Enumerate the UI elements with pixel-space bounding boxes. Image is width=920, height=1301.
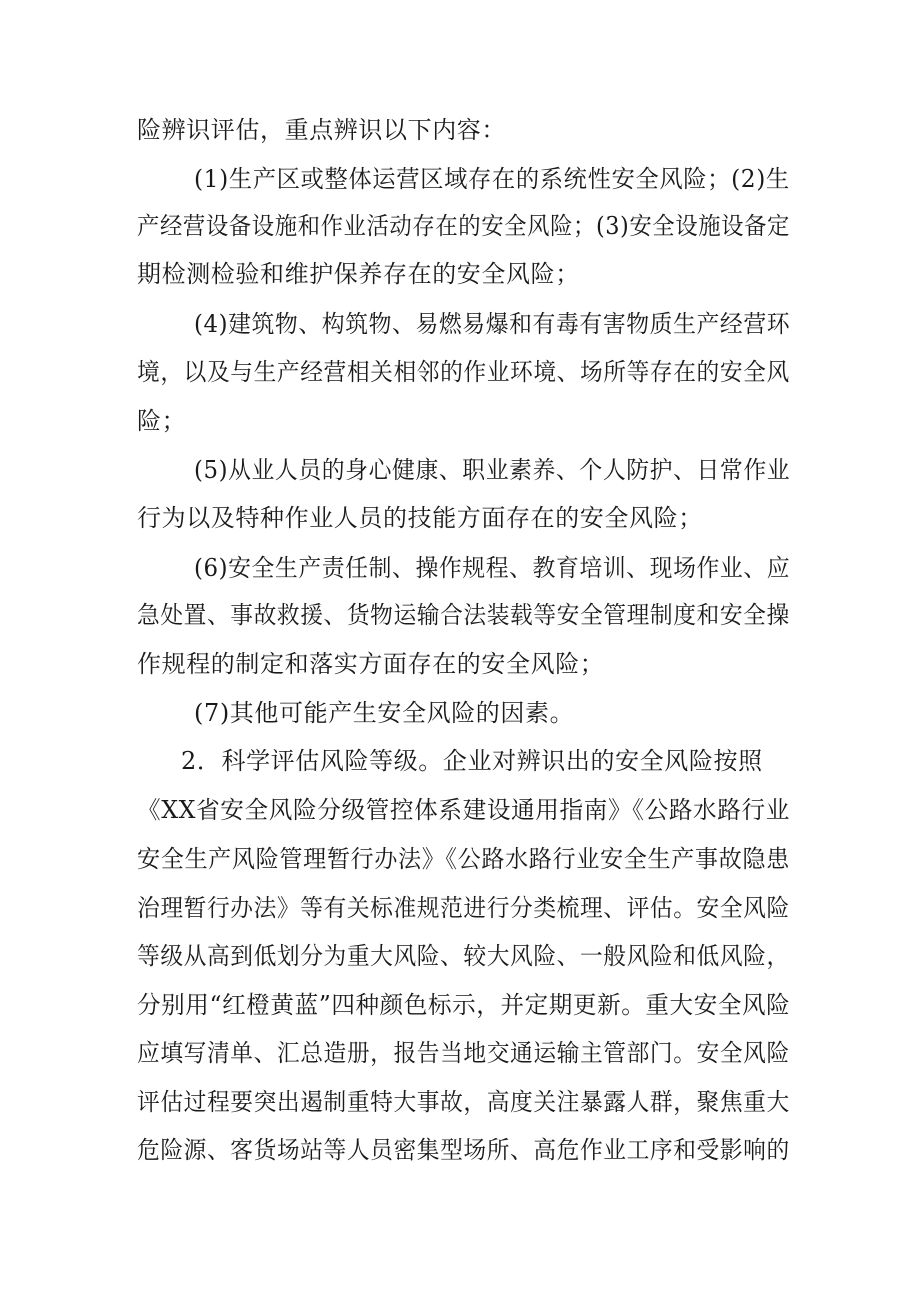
text-line-20: 应填写清单、汇总造册，报告当地交通运输主管部门。安全风险 — [137, 1039, 790, 1067]
text-line-9: 行为以及特种作业人员的技能方面存在的安全风险； — [137, 504, 703, 532]
text-line-5: (4)建筑物、构筑物、易燃易爆和有毒有害物质生产经营环 — [194, 310, 791, 338]
text-line-12: 作规程的制定和落实方面存在的安全风险； — [137, 650, 605, 678]
text-line-19: 分别用“红橙黄蓝”四种颜色标示，并定期更新。重大安全风险 — [137, 991, 791, 1019]
text-line-4: 期检测检验和维护保养存在的安全风险； — [137, 260, 580, 288]
text-line-18: 等级从高到低划分为重大风险、较大风险、一般风险和低风险， — [137, 942, 790, 970]
text-line-11: 急处置、事故救援、货物运输合法装载等安全管理制度和安全操 — [137, 601, 790, 629]
text-line-15: 《XX省安全风险分级管控体系建设通用指南》《公路水路行业 — [137, 796, 790, 824]
text-line-7: 险； — [137, 407, 187, 435]
text-line-6: 境，以及与生产经营相关相邻的作业环境、场所等存在的安全风 — [137, 358, 790, 386]
text-line-1: 险辨识评估，重点辨识以下内容： — [137, 116, 506, 144]
text-line-22: 危险源、客货场站等人员密集型场所、高危作业工序和受影响的 — [137, 1136, 790, 1164]
text-line-14: 2．科学评估风险等级。企业对辨识出的安全风险按照 — [181, 747, 763, 775]
text-line-2: (1)生产区或整体运营区域存在的系统性安全风险；(2)生 — [194, 165, 790, 193]
text-line-3: 产经营设备设施和作业活动存在的安全风险；(3)安全设施设备定 — [137, 212, 790, 240]
text-line-13: (7)其他可能产生安全风险的因素。 — [194, 699, 575, 727]
text-line-16: 安全生产风险管理暂行办法》《公路水路行业安全生产事故隐患 — [137, 845, 790, 873]
text-line-10: (6)安全生产责任制、操作规程、教育培训、现场作业、应 — [194, 554, 791, 582]
text-line-17: 治理暂行办法》等有关标准规范进行分类梳理、评估。安全风险 — [137, 894, 790, 922]
text-line-21: 评估过程要突出遏制重特大事故，高度关注暴露人群，聚焦重大 — [137, 1088, 790, 1116]
text-line-8: (5)从业人员的身心健康、职业素养、个人防护、日常作业 — [194, 456, 791, 484]
